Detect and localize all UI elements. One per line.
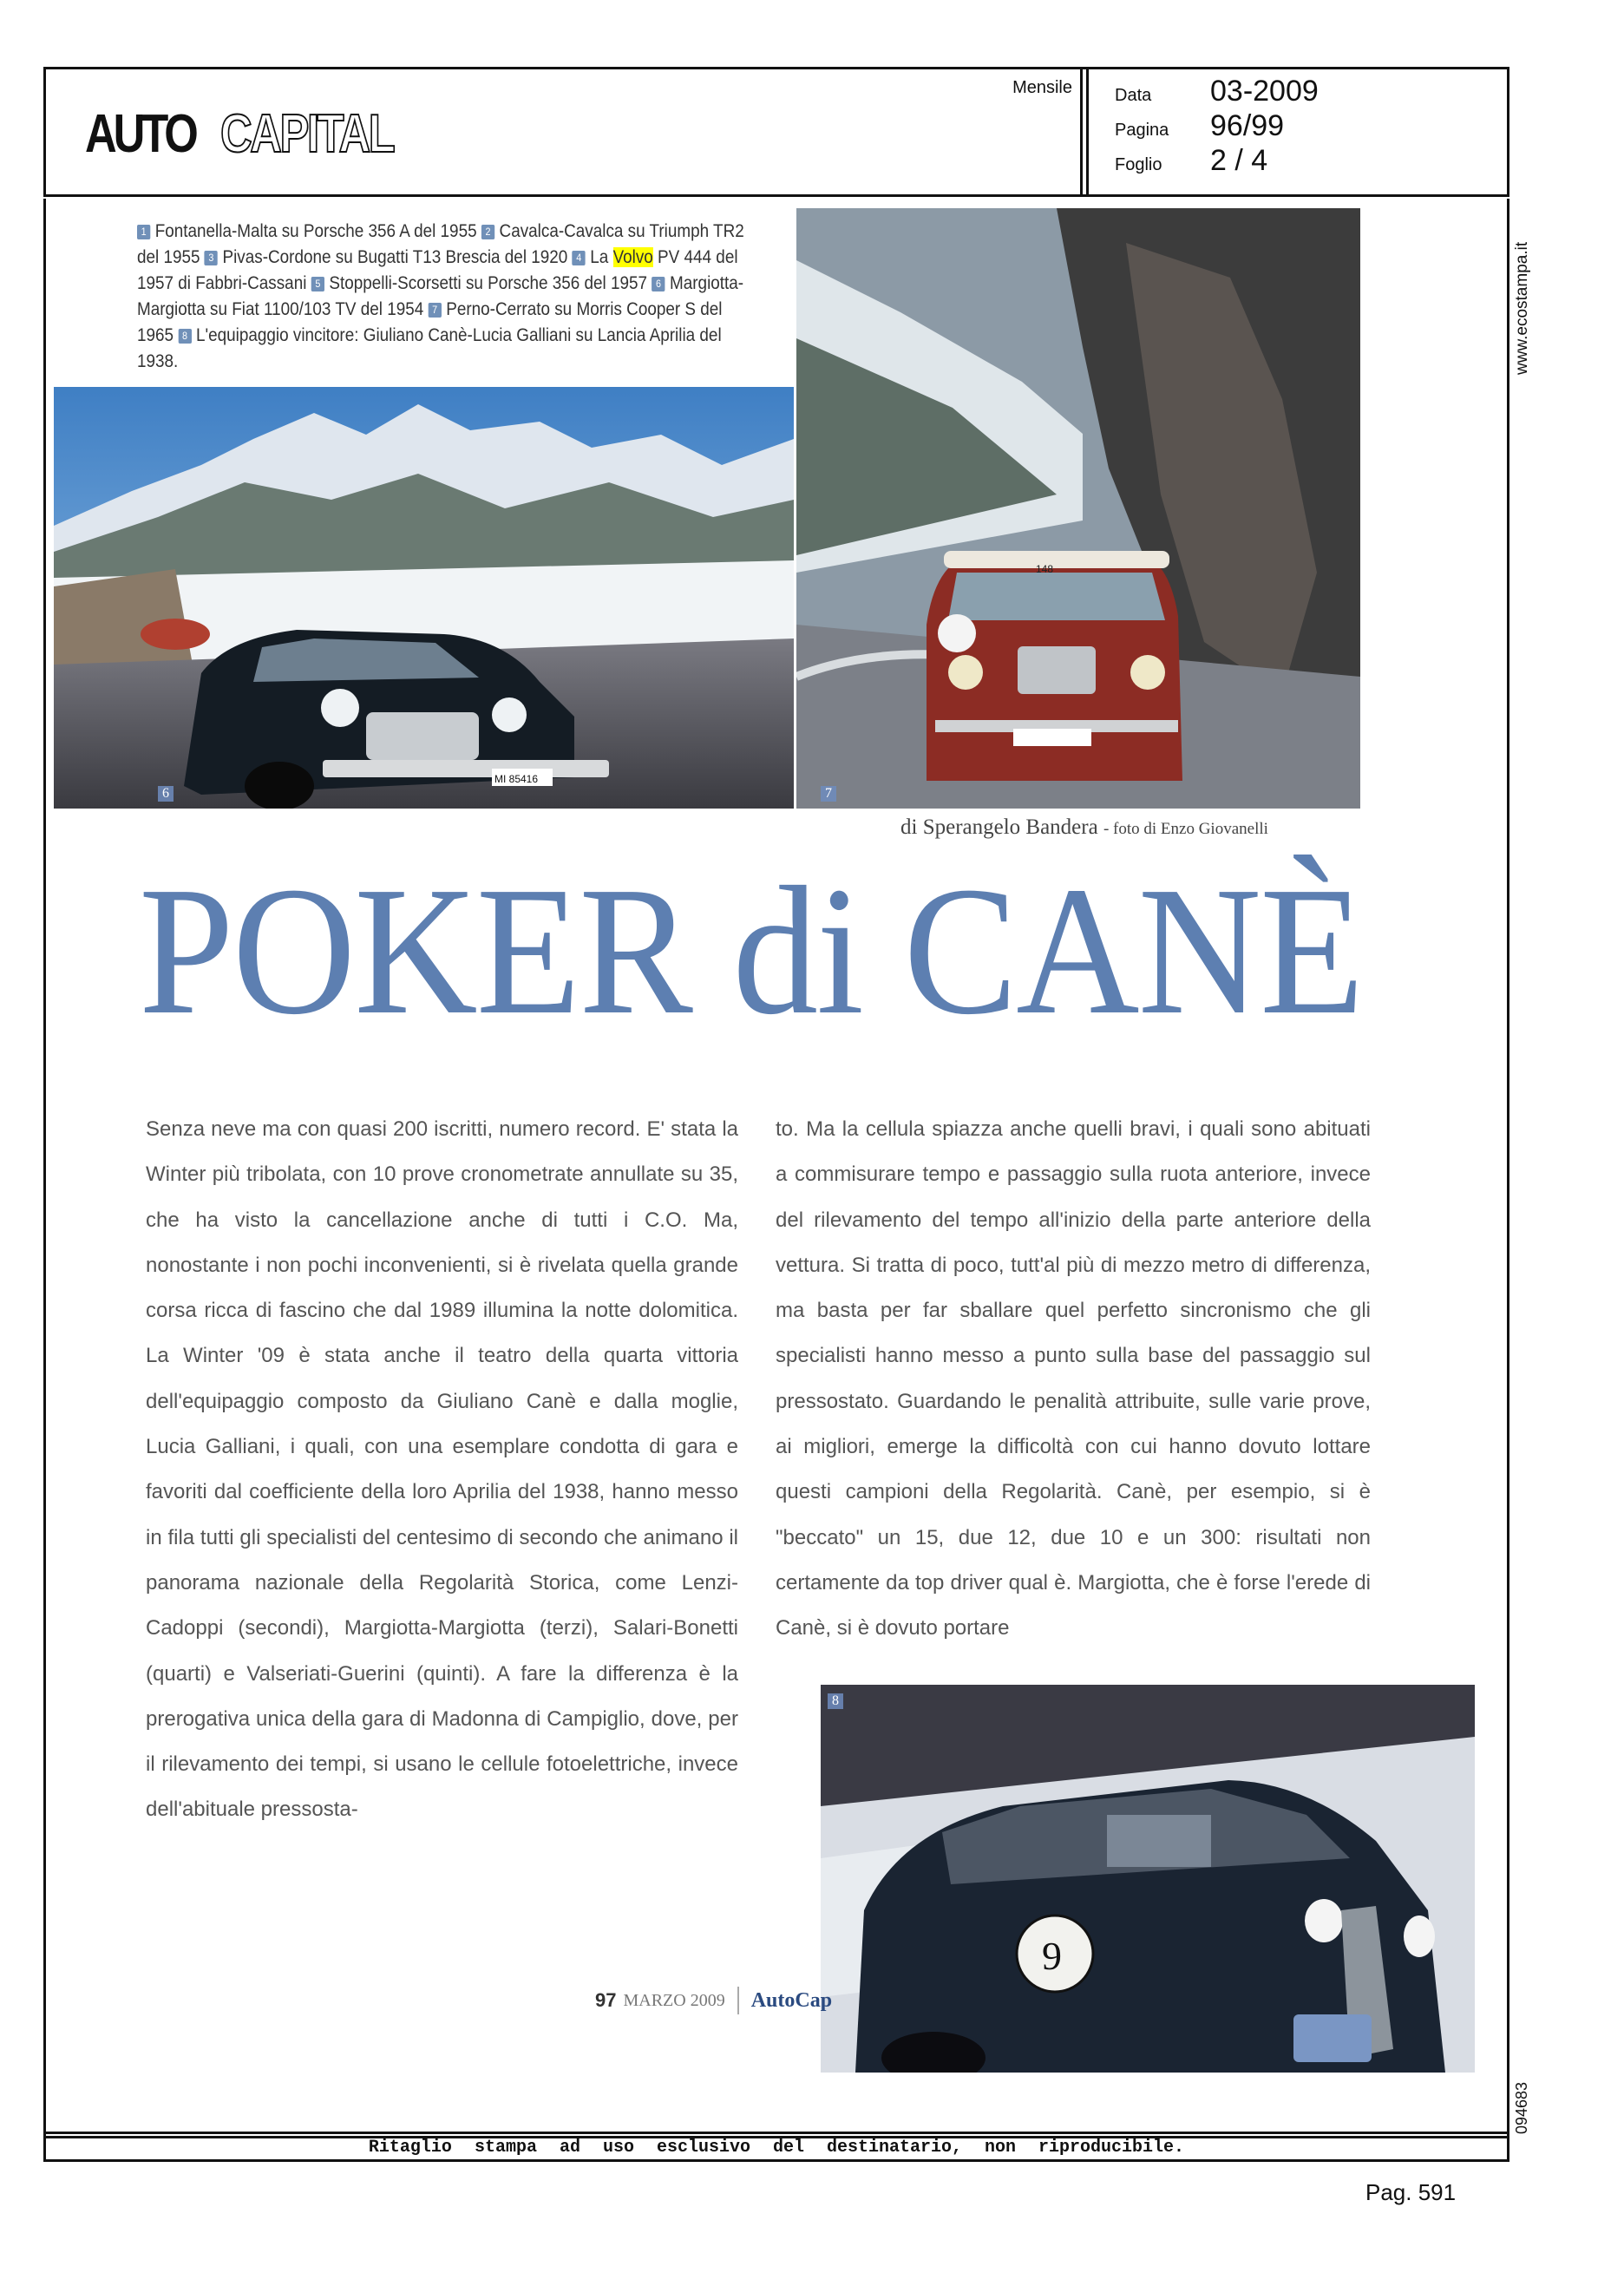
byline-photo: - foto di Enzo Giovanelli — [1103, 820, 1268, 838]
disclaimer-text: Ritaglio stampa ad uso esclusivo del destinatario, non riproducibile. — [368, 2138, 1185, 2158]
autocapital-logo — [85, 104, 431, 164]
byline — [900, 815, 1268, 840]
caption-text: L'equipaggio vincitore: Giuliano Canè-Lucia Galliani su Lancia Aprilia del 1938. — [137, 325, 722, 371]
foglio-value: 2 / 4 — [1210, 144, 1268, 177]
side-code: 094683 — [1513, 2081, 1530, 2134]
caption-num: 2 — [481, 225, 494, 239]
caption-text: Pivas-Cordone su Bugatti T13 Brescia del 1920 — [222, 247, 568, 267]
folio-separator — [737, 1987, 739, 2014]
pagina-label: Pagina — [1115, 121, 1169, 140]
mini-race-no: 148 — [1036, 563, 1054, 575]
foglio-label: Foglio — [1115, 155, 1162, 174]
caption-text: PV 444 del 1957 di Fabbri-Cassani — [137, 247, 738, 293]
page-folio — [595, 1987, 832, 2014]
caption-text: Stoppelli-Scorsetti su Porsche 356 del 1957 — [329, 273, 648, 293]
article-column-2: to. Ma la cellula spiazza anche quelli bravi, i quali sono abituati a commisurare tempo e passaggio sulla ruota anteriore, invece del rilevamento del tempo all'inizio della parte anteriore della vettura. Si tratta di poco, tutt'al più di mezzo metro di differenza, ma basta per far sballare quel perfetto sincronismo che gli specialisti hanno messo a punto sulla base del passaggio sul pressostato. Guardando le penalità attribuite, sulle varie prove, ai migliori, emerge la difficoltà con cui hanno dovuto lottare questi campioni della Regolarità. Canè, per esempio, si è "beccato" un 15, due 12, due 10 e un 300: risultati non certamente da top driver qual è. Margiotta, che è forse l'erede di Canè, si è dovuto portare — [776, 1117, 1371, 1640]
byline-author: di Sperangelo Bandera — [900, 815, 1098, 839]
photo-7-number: 7 — [821, 786, 836, 802]
caption-num: 1 — [137, 225, 150, 239]
header-left — [46, 69, 1089, 194]
caption-text: Fontanella-Malta su Porsche 356 A del 1955 — [154, 221, 477, 241]
meta-pagina — [1115, 109, 1284, 143]
highlighted-volvo: Volvo — [612, 247, 653, 267]
photo-caption — [137, 219, 762, 375]
fiat-plate: MI 85416 — [494, 773, 539, 785]
photo-8-number: 8 — [828, 1693, 843, 1709]
photo-mini-illustration — [796, 208, 1360, 809]
photo-lancia-winner — [821, 1685, 1475, 2073]
meta-foglio — [1115, 144, 1267, 178]
photo-mini-rock — [796, 208, 1360, 809]
caption-num: 6 — [652, 277, 665, 291]
folio-page: 97 — [595, 1989, 617, 2011]
article-title: POKER di CANÈ — [139, 848, 1363, 1052]
meta-data — [1115, 75, 1319, 108]
side-url: www.ecostampa.it — [1513, 241, 1531, 375]
data-label: Data — [1115, 86, 1152, 105]
folio-magazine: AutoCap — [750, 1988, 833, 2012]
pagina-value: 96/99 — [1210, 109, 1285, 142]
caption-num: 7 — [429, 303, 442, 318]
header-meta — [1097, 69, 1507, 194]
caption-num: 8 — [178, 329, 191, 344]
caption-text: Cavalca-Cavalca su Triumph TR2 del 1955 — [137, 221, 744, 267]
photo-lancia-illustration — [821, 1685, 1475, 2073]
caption-text-pre: La — [590, 247, 609, 267]
caption-num: 5 — [311, 277, 324, 291]
caption-num: 3 — [205, 251, 218, 265]
article-column-1: Senza neve ma con quasi 200 iscritti, numero record. E' stata la Winter più tribolata, con 10 prove cronometrate annullate su 35, che ha visto la cancellazione anche di tutti i C.O. Ma, nonostante i non pochi inconvenienti, si è rivelata quella grande corsa ricca di fascino che dal 1989 illumina la notte dolomitica. La Winter '09 è stata anche il teatro della quarta vittoria dell'equipaggio composto da Giuliano Canè e dalla moglie, Lucia Galliani, i quali, con una esemplare condotta di gara e favoriti dal coefficiente della loro Aprilia del 1938, hanno messo in fila tutti gli specialisti del centesimo di secondo che animano il panorama nazionale della Regolarità Storica, come Lenzi-Cadoppi (secondi), Margiotta-Margiotta (terzi), Salari-Bonetti (quarti) e Valseriati-Guerini (quinti). A fare la differenza è la prerogativa unica della gara di Madonna di Campiglio, dove, per il rilevamento dei tempi, si usano le cellule fotoelettriche, invece dell'abituale pressosta- — [146, 1117, 738, 1822]
caption-num: 4 — [573, 251, 586, 265]
data-value: 03-2009 — [1210, 75, 1319, 108]
photo-fiat-mountain — [54, 387, 794, 809]
disclaimer-box — [43, 2132, 1509, 2162]
caption-text: Perno-Cerrato su Morris Cooper S del 1965 — [137, 299, 723, 345]
lancia-race-no: 9 — [1042, 1934, 1062, 1978]
folio-date: MARZO 2009 — [623, 1990, 725, 2010]
header-frame — [43, 67, 1509, 197]
page-number: Pag. 591 — [1365, 2179, 1457, 2205]
logo-capital: CAPITAL — [220, 104, 394, 164]
periodicity: Mensile — [1012, 78, 1072, 97]
photo-6-number: 6 — [158, 786, 174, 802]
photo-fiat-illustration — [54, 387, 794, 809]
caption-text: Margiotta-Margiotta su Fiat 1100/103 TV del 1954 — [137, 273, 744, 319]
logo-auto: AUTO — [85, 104, 195, 164]
